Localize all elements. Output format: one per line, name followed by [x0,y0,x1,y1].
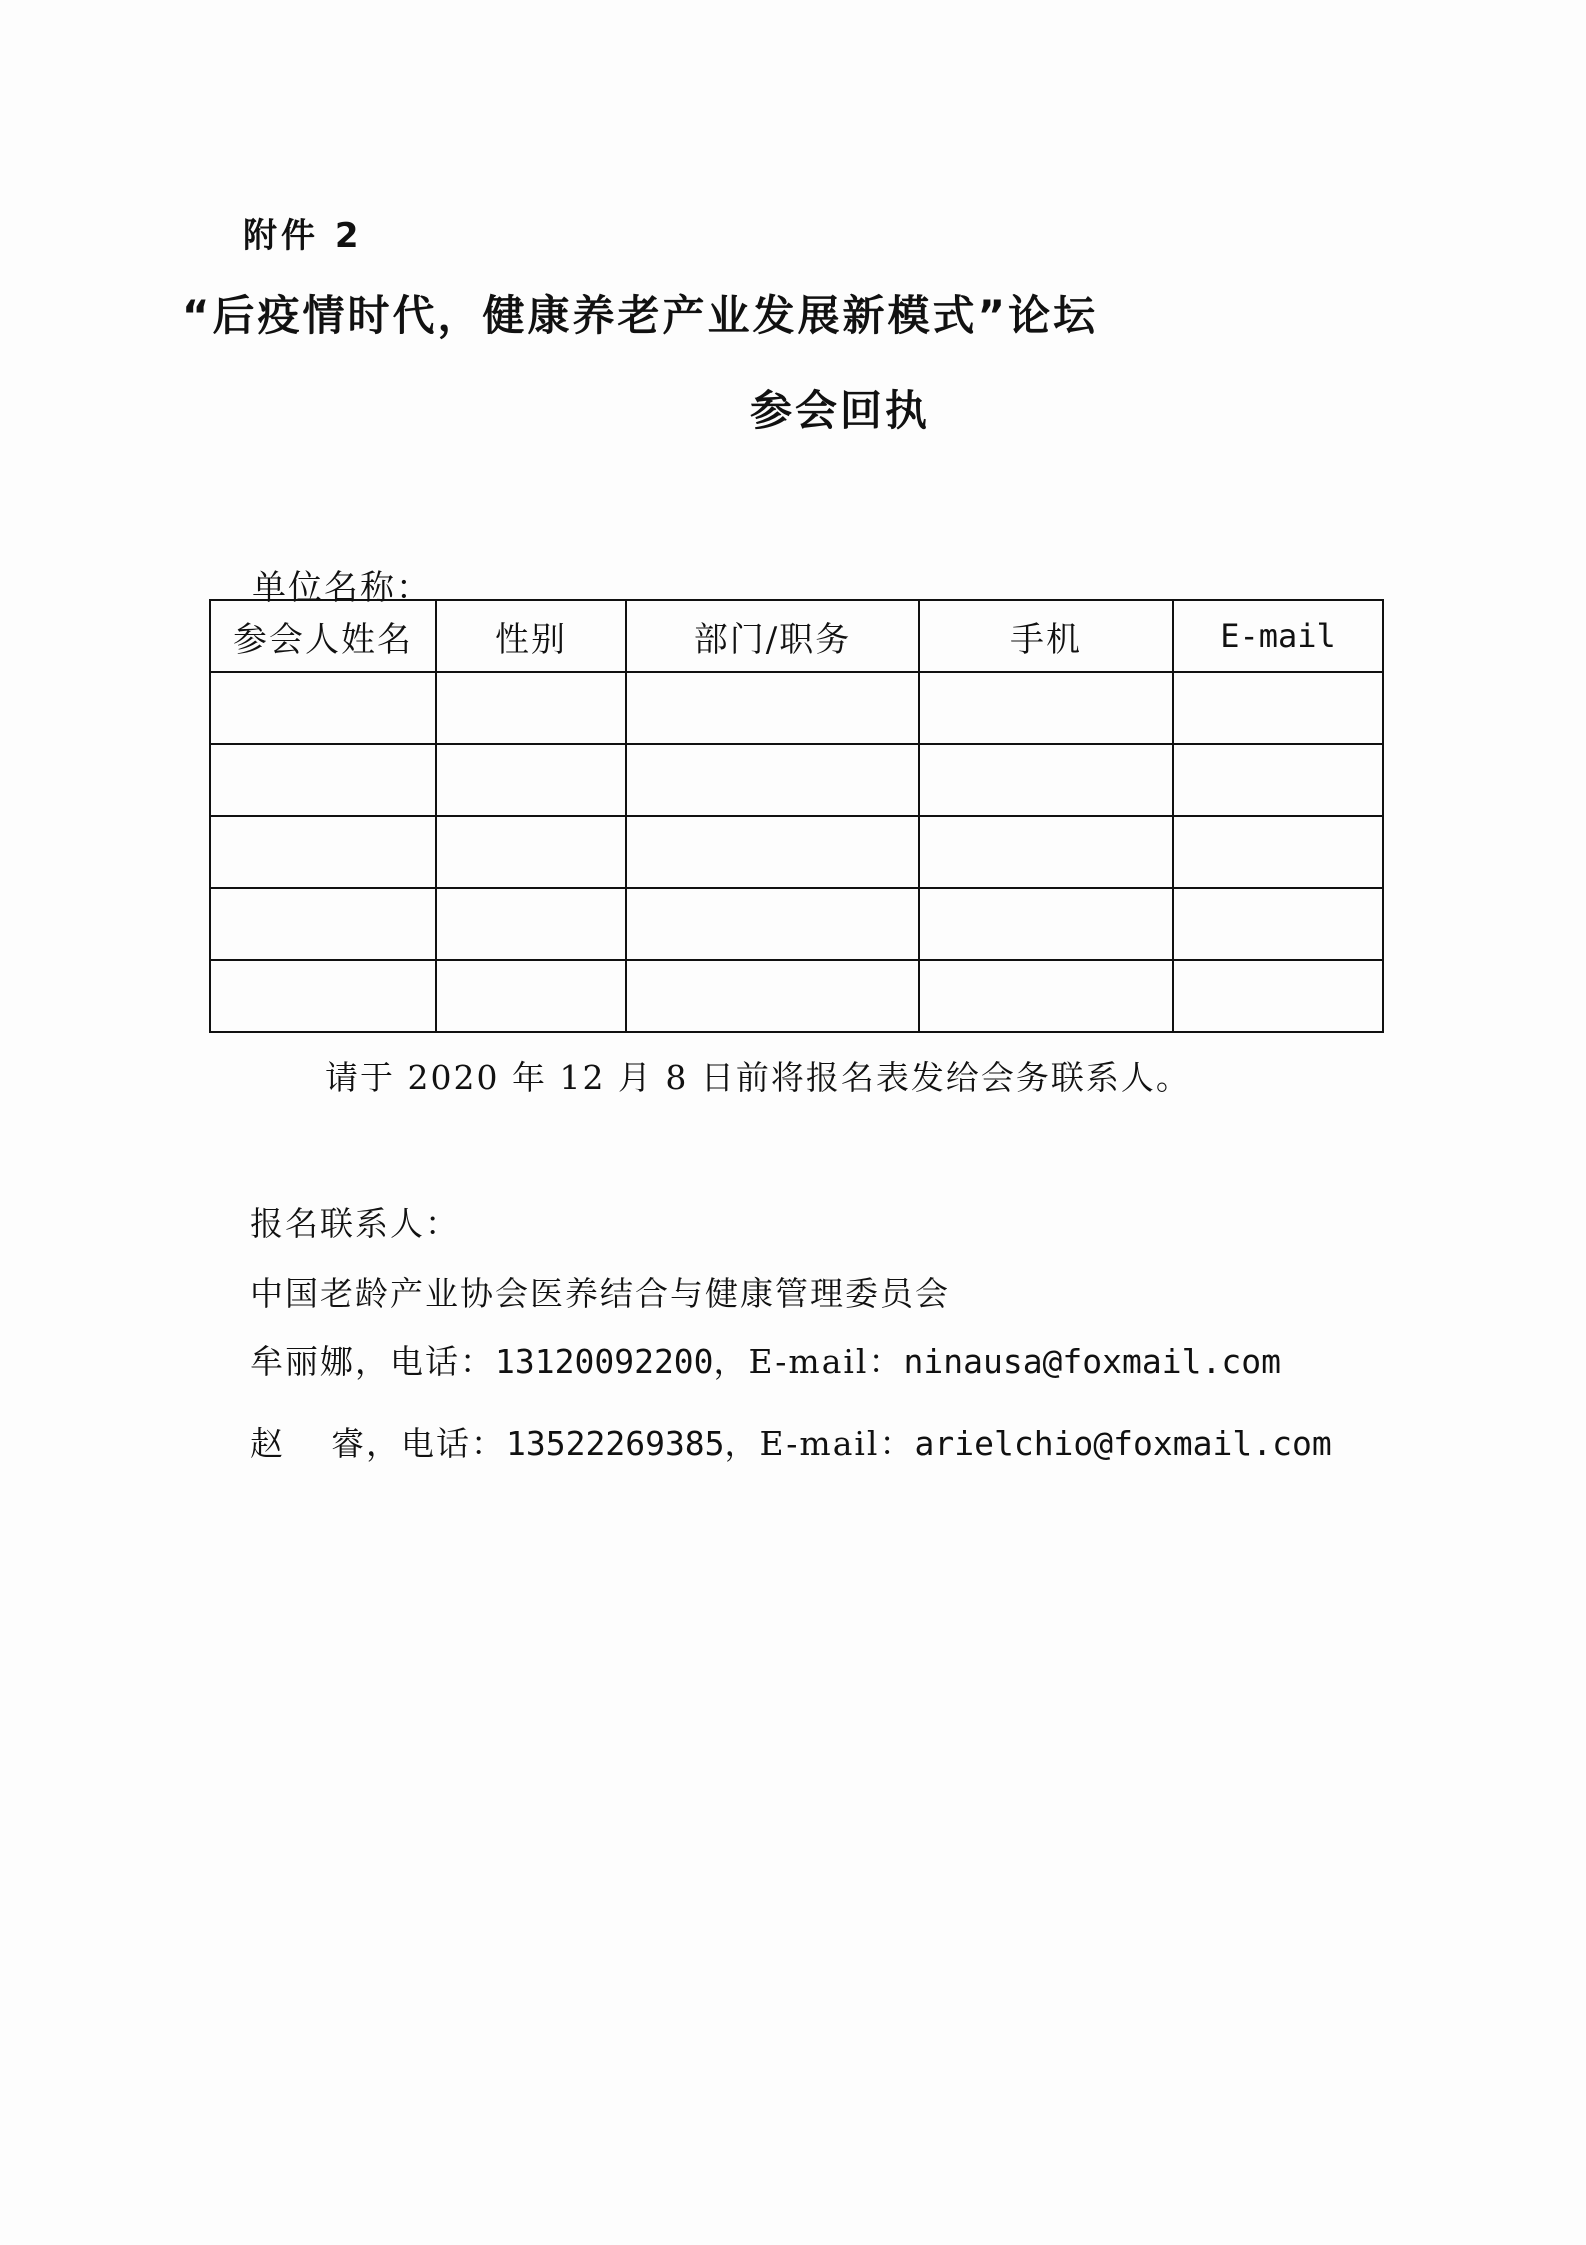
table-cell[interactable] [436,960,626,1032]
table-cell[interactable] [1173,960,1383,1032]
attachment-label: 附件 2 [243,216,363,256]
column-header-department: 部门/职务 [626,600,919,672]
table-cell[interactable] [626,816,919,888]
email-label: ，E-mail： [713,1342,904,1381]
table-cell[interactable] [626,888,919,960]
table-cell[interactable] [210,816,436,888]
column-header-gender: 性别 [436,600,626,672]
email-address[interactable]: arielchio@foxmail.com [914,1424,1332,1463]
contact-person-2 [250,1418,1332,1465]
table-cell[interactable] [919,888,1173,960]
table-cell[interactable] [919,816,1173,888]
table-cell[interactable] [919,744,1173,816]
unit-name-label: 单位名称： [252,568,432,608]
table-cell[interactable] [436,888,626,960]
table-cell[interactable] [436,672,626,744]
deadline-note: 请于 2020 年 12 月 8 日前将报名表发给会务联系人。 [325,1058,1191,1097]
table-row [210,960,1383,1032]
table-cell[interactable] [919,960,1173,1032]
table-cell[interactable] [1173,816,1383,888]
column-header-email: E-mail [1173,600,1383,672]
email-address[interactable]: ninausa@foxmail.com [903,1342,1281,1381]
table-cell[interactable] [436,816,626,888]
email-label: ，E-mail： [724,1424,915,1463]
table-cell[interactable] [210,744,436,816]
phone-label: ，电话： [355,1342,495,1381]
contact-name-last: 睿 [331,1424,366,1463]
table-row [210,816,1383,888]
table-cell[interactable] [626,672,919,744]
table-cell[interactable] [919,672,1173,744]
phone-number: 13120092200 [495,1342,714,1381]
column-header-name: 参会人姓名 [210,600,436,672]
table-cell[interactable] [1173,744,1383,816]
table-cell[interactable] [210,672,436,744]
table-cell[interactable] [210,888,436,960]
table-row [210,888,1383,960]
table-row [210,744,1383,816]
phone-number: 13522269385 [506,1424,725,1463]
table-row [210,672,1383,744]
contact-organization: 中国老龄产业协会医养结合与健康管理委员会 [250,1274,950,1313]
phone-label: ，电话： [366,1424,506,1463]
registration-table [209,599,1384,1033]
table-cell[interactable] [626,744,919,816]
contact-person-1 [250,1336,1281,1383]
table-cell[interactable] [626,960,919,1032]
table-cell[interactable] [210,960,436,1032]
table-cell[interactable] [1173,672,1383,744]
table-cell[interactable] [436,744,626,816]
table-cell[interactable] [1173,888,1383,960]
reply-form-title: 参会回执 [749,386,930,435]
contact-name-first: 赵 [250,1424,285,1463]
contacts-heading: 报名联系人： [250,1204,460,1243]
forum-title: “后疫情时代，健康养老产业发展新模式”论坛 [181,291,1099,340]
contact-name: 牟丽娜 [250,1342,355,1381]
table-header-row [210,600,1383,672]
column-header-mobile: 手机 [919,600,1173,672]
